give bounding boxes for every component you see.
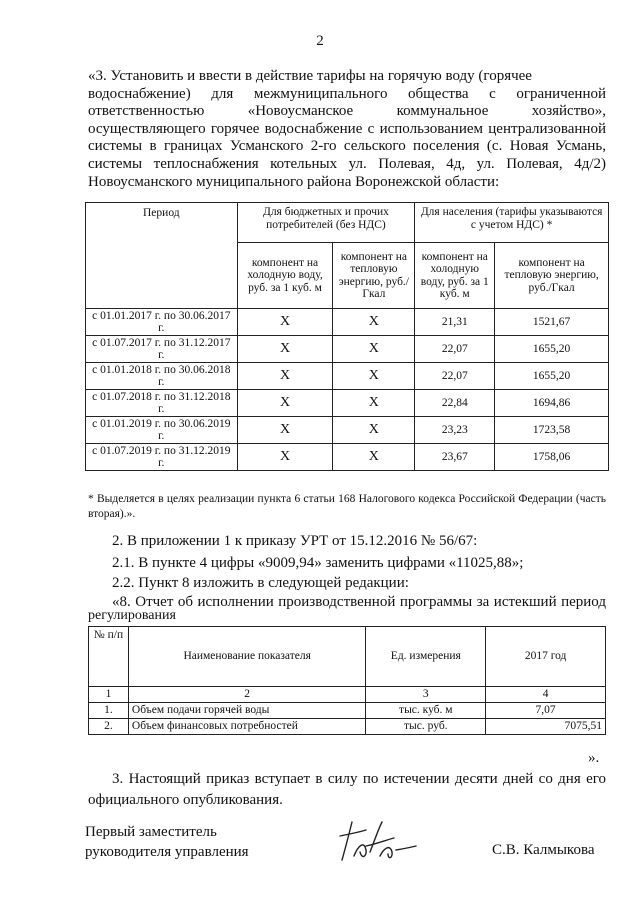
table-row [86,336,609,363]
population-cold-cell: 23,67 [415,444,495,471]
population-heat-cell: 1758,06 [495,444,609,471]
row-name: Объем подачи горячей воды [128,703,365,719]
intro-line: системы в границах Усманского 2-го сельского поселения (с. Новая Усмань, [88,138,606,155]
population-cold-cell: 22,84 [415,390,495,417]
closing-quote: ». [588,750,600,766]
population-heat-cell: 1655,20 [495,363,609,390]
signer-title-line: Первый заместитель [85,824,217,840]
budget-cold-cell: Х [237,309,333,336]
population-heat-cell: 1694,86 [495,390,609,417]
intro-paragraph [88,68,606,191]
table-row [86,417,609,444]
population-cold-cell: 22,07 [415,363,495,390]
table-row [89,703,606,719]
header-name: Наименование показателя [128,627,365,687]
handwritten-signature [336,816,420,868]
period-cell: с 01.07.2019 г. по 31.12.2019 г. [86,444,238,471]
item-2: 2. В приложении 1 к приказу УРТ от 15.12.2016 № 56/67: [112,533,478,549]
item-8-line-2: регулирования [88,608,176,623]
population-cold-cell: 21,31 [415,309,495,336]
item-2-2: 2.2. Пункт 8 изложить в следующей редакции: [112,575,409,591]
intro-line: Новоусманского муниципального района Воронежской области: [88,173,500,190]
budget-heat-cell: Х [333,390,415,417]
index-cell: 2 [128,687,365,703]
header-year: 2017 год [486,627,606,687]
budget-cold-cell: Х [237,444,333,471]
intro-line: ответственностью «Новоусманское коммунальное хозяйство», [88,103,606,120]
budget-cold-cell: Х [237,390,333,417]
population-heat-cell: 1723,58 [495,417,609,444]
intro-line: системы теплоснабжения котельных ул. Полевая, 4д, ул. Полевая, 4д/2) [88,155,606,172]
intro-line: осуществляющего горячее водоснабжение с использованием централизованной [88,120,606,137]
budget-cold-cell: Х [237,336,333,363]
population-cold-cell: 22,07 [415,336,495,363]
item-8-line: «8. Отчет об исполнении производственной программы за истекший период [112,594,606,610]
index-cell: 1 [89,687,129,703]
period-cell: с 01.01.2018 г. по 30.06.2018 г. [86,363,238,390]
table-row [86,390,609,417]
item-3-line: официального опубликования. [88,791,283,808]
header-num: № п/п [89,627,129,687]
population-heat-cell: 1521,67 [495,309,609,336]
signer-name: С.В. Калмыкова [492,842,595,858]
budget-heat-cell: Х [333,444,415,471]
tariff-table [85,202,609,471]
table-row [89,719,606,735]
row-num: 1. [89,703,129,719]
period-cell: с 01.07.2017 г. по 31.12.2017 г. [86,336,238,363]
intro-line: «3. Установить и ввести в действие тарифы на горячую воду (горячее [88,68,532,84]
header-unit: Ед. измерения [366,627,486,687]
tariff-footnote: * Выделяется в целях реализации пункта 6 статьи 168 Налогового кодекса Российской Федерации (часть вторая).». [88,493,606,520]
header-budget-group: Для бюджетных и прочих потребителей (без НДС) [237,203,415,243]
report-table [88,626,606,735]
budget-heat-cell: Х [333,336,415,363]
row-name: Объем финансовых потребностей [128,719,365,735]
intro-line: водоснабжение) для межмуниципального общества с ограниченной [88,85,606,102]
row-unit: тыс. куб. м [366,703,486,719]
header-population-group: Для населения (тарифы указываются с учетом НДС) * [415,203,609,243]
item-3-paragraph [88,771,606,809]
row-value: 7075,51 [486,719,606,735]
budget-heat-cell: Х [333,309,415,336]
signer-title-line: руководителя управления [85,844,249,860]
header-population-cold: компонент на холодную воду, руб. за 1 куб. м [415,243,495,309]
header-period: Период [86,203,238,309]
table-row [86,309,609,336]
item-2-1: 2.1. В пункте 4 цифры «9009,94» заменить цифрами «11025,88»; [112,555,524,571]
population-cold-cell: 23,23 [415,417,495,444]
header-population-heat: компонент на тепловую энергию, руб./Гкал [495,243,609,309]
row-value: 7,07 [486,703,606,719]
table-row [86,444,609,471]
index-cell: 3 [366,687,486,703]
period-cell: с 01.07.2018 г. по 31.12.2018 г. [86,390,238,417]
index-cell: 4 [486,687,606,703]
budget-cold-cell: Х [237,363,333,390]
table-row [86,363,609,390]
item-3-line: 3. Настоящий приказ вступает в силу по истечении десяти дней со дня его [112,771,606,787]
budget-cold-cell: Х [237,417,333,444]
signer-title [85,822,249,862]
population-heat-cell: 1655,20 [495,336,609,363]
period-cell: с 01.01.2017 г. по 30.06.2017 г. [86,309,238,336]
period-cell: с 01.01.2019 г. по 30.06.2019 г. [86,417,238,444]
row-unit: тыс. руб. [366,719,486,735]
row-num: 2. [89,719,129,735]
header-budget-heat: компонент на тепловую энергию, руб./Гкал [333,243,415,309]
header-budget-cold: компонент на холодную воду, руб. за 1 куб. м [237,243,333,309]
budget-heat-cell: Х [333,363,415,390]
budget-heat-cell: Х [333,417,415,444]
page-number: 2 [316,33,324,49]
